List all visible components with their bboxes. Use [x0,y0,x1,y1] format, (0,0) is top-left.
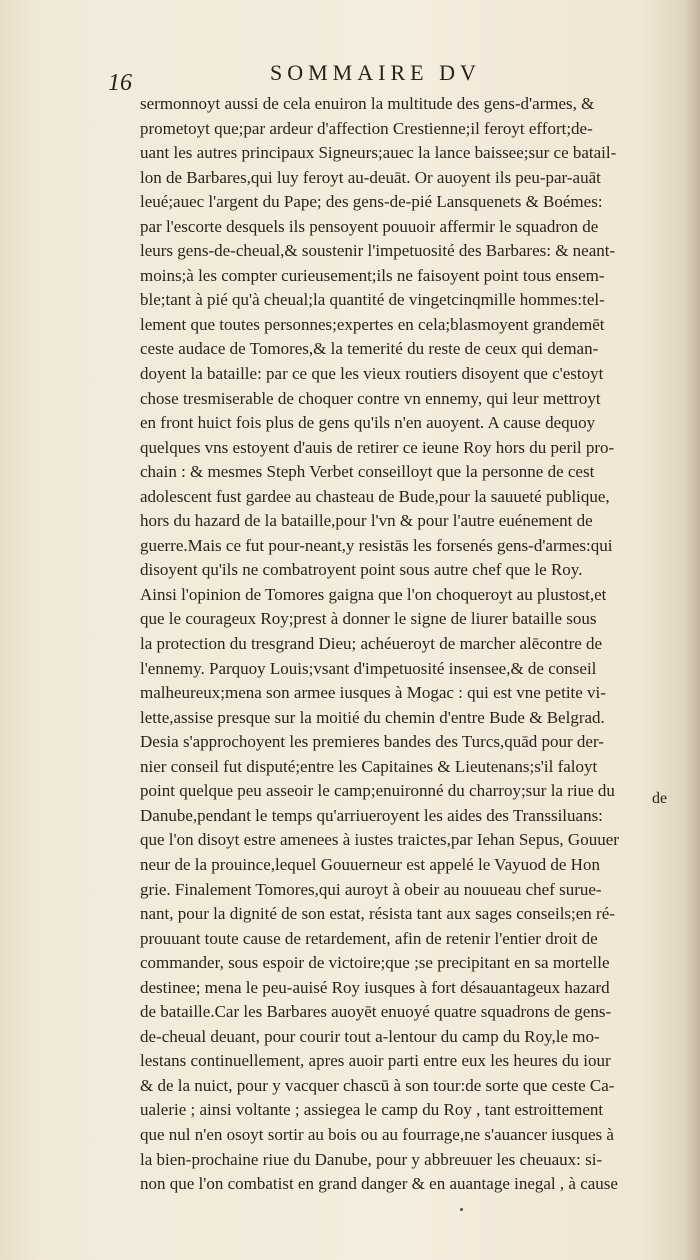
text-line: uant les autres principaux Signeurs;auec la lance baissee;sur ce batail- [140,143,617,163]
text-line: l'ennemy. Parquoy Louis;vsant d'impetuosité insensee,& de conseil [140,658,597,678]
text-line: guerre.Mais ce fut pour-neant,y resistās les forsenés gens-d'armes:qui [140,535,613,555]
text-line: chain : & mesmes Steph Verbet conseilloyt que la personne de cest [140,462,595,482]
page-edge-shadow [684,0,700,1260]
text-line: grie. Finalement Tomores,qui auroyt à obeir au nouueau chef surue- [140,879,602,899]
text-line: prometoyt que;par ardeur d'affection Crestienne;il feroyt effort;de- [140,118,593,138]
text-line: que nul n'en osoyt sortir au bois ou au fourrage,ne s'auancer iusques à [140,1124,614,1144]
text-line: disoyent qu'ils ne combatroyent point sous autre chef que le Roy. [140,560,583,580]
text-line: nier conseil fut disputé;entre les Capitaines & Lieutenans;s'il faloyt [140,756,598,776]
running-head: SOMMAIRE DV [270,60,481,85]
text-line: que le courageux Roy;prest à donner le signe de liurer bataille sous [140,609,597,629]
text-line: prouuant toute cause de retardement, afin de retenir l'entier droit de [140,928,598,948]
text-line: lette,assise presque sur la moitié du chemin d'entre Bude & Belgrad. [140,707,605,727]
text-line: point quelque peu asseoir le camp;enuironné du charroy;sur la riue du [140,781,615,801]
text-line: nant, pour la dignité de son estat, résista tant aux sages conseils;en ré- [140,904,615,924]
text-line: sermonnoyt aussi de cela enuiron la multitude des gens-d'armes, & [140,94,595,113]
text-line: Ainsi l'opinion de Tomores gaigna que l'on choqueroyt au plustost,et [140,584,607,604]
text-line: adolescent fust gardee au chasteau de Bude,pour la sauueté publique, [140,486,610,506]
text-line: leurs gens-de-cheual,& soustenir l'impetuosité des Barbares: & neant- [140,241,616,261]
catchword: de [652,790,668,807]
text-line: neur de la prouince,lequel Gouuerneur est appelé le Vayuod de Hon [140,854,600,874]
text-line: doyent la bataille: par ce que les vieux routiers disoyent que c'estoyt [140,364,604,384]
text-line: ble;tant à pié qu'à cheual;la quantité de vingetcinqmille hommes:tel- [140,290,605,310]
text-line: lon de Barbares,qui luy feroyt au-deuāt. Or auoyent ils peu-par-auāt [140,167,601,187]
text-line: par l'escorte desquels ils pensoyent pouuoir affermir le squadron de [140,216,599,236]
text-line: que l'on disoyt estre amenees à iustes traictes,par Iehan Sepus, Gouuer [140,830,619,850]
text-line: chose tresmiserable de choquer contre vn ennemy, qui leur mettroyt [140,388,601,408]
text-line: de-cheual deuant, pour courir tout a-lentour du camp du Roy,le mo- [140,1026,600,1046]
text-line: destinee; mena le peu-auisé Roy iusques à fort désauantageux hazard [140,977,610,997]
text-line: lestans continuellement, apres auoir parti entre eux les heures du iour [140,1051,611,1071]
text-line: & de la nuict, pour y vacquer chascū à son tour:de sorte que ceste Ca- [140,1075,615,1095]
text-line: lement que toutes personnes;expertes en cela;blasmoyent grandemēt [140,314,605,334]
text-line: Desia s'approchoyent les premieres bandes des Turcs,quād pour der- [140,732,604,752]
text-line: ualerie ; ainsi voltante ; assiegea le camp du Roy , tant estroittement [140,1100,604,1120]
text-line: moins;à les compter curieusement;ils ne faisoyent point tous ensem- [140,265,605,285]
text-line: la protection du tresgrand Dieu; achéueroyt de marcher alēcontre de [140,634,603,654]
page-number: 16 [108,70,132,96]
text-line: malheureux;mena son armee iusques à Mogac : qui est vne petite vi- [140,683,606,703]
text-line: commander, sous espoir de victoire;que ;se precipitant en sa mortelle [140,953,610,973]
text-line: de bataille.Car les Barbares auoyēt enuoyé quatre squadrons de gens- [140,1002,612,1022]
text-line: quelques vns estoyent d'auis de retirer ce ieune Roy hors du peril pro- [140,437,615,457]
text-line: non que l'on combatist en grand danger & en auantage inegal , à cause [140,1174,618,1194]
body-text [140,92,680,1197]
text-line: en front huict fois plus de gens qu'ils n'en auoyent. A cause dequoy [140,413,596,433]
text-line: ceste audace de Tomores,& la temerité du reste de ceux qui deman- [140,339,599,359]
text-line: la bien-prochaine riue du Danube, pour y abbreuuer les cheuaux: si- [140,1149,603,1169]
page-mark [460,1208,463,1211]
text-line: Danube,pendant le temps qu'arriueroyent les aides des Transsiluans: [140,805,603,825]
text-line: hors du hazard de la bataille,pour l'vn & pour l'autre euénement de [140,511,593,531]
text-line: leué;auec l'argent du Pape; des gens-de-pié Lansquenets & Boémes: [140,192,603,212]
